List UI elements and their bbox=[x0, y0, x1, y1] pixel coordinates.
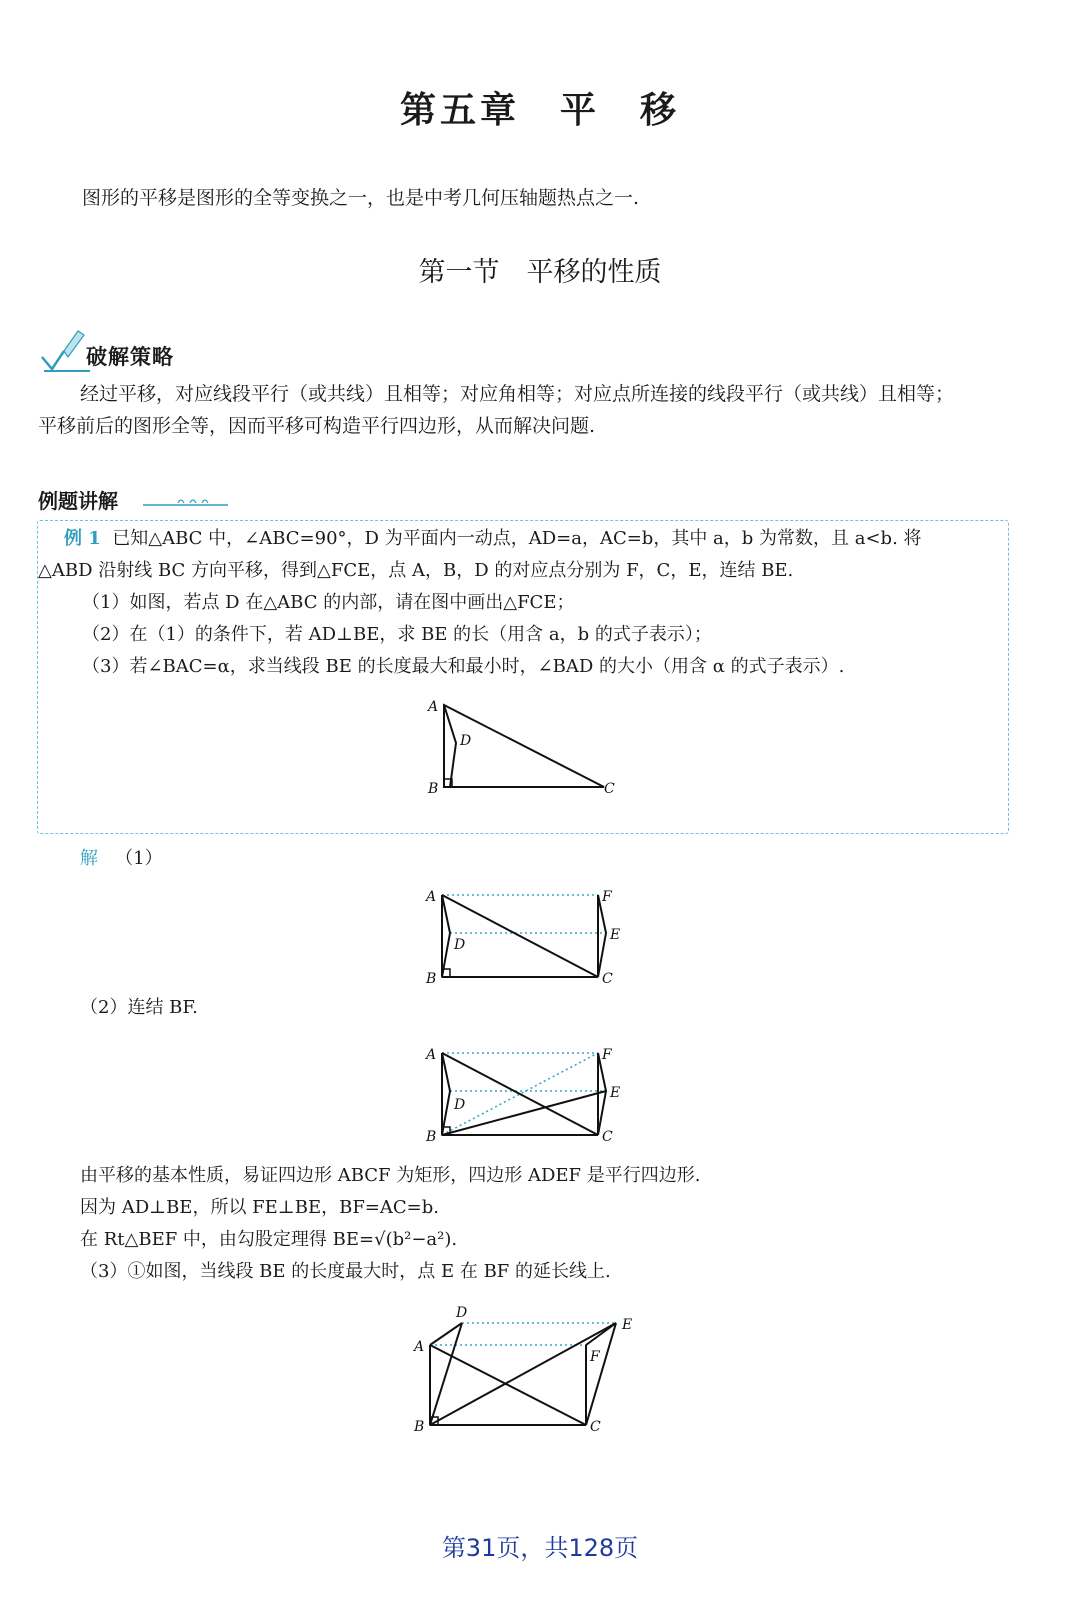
intro-text: 图形的平移是图形的全等变换之一，也是中考几何压轴题热点之一. bbox=[82, 187, 640, 209]
solution-step-2: 因为 AD⊥BE，所以 FE⊥BE，BF=AC=b. bbox=[80, 1197, 439, 1218]
label-d: D bbox=[456, 1305, 468, 1321]
heading-underline-icon bbox=[38, 485, 238, 515]
label-c: C bbox=[590, 1419, 601, 1435]
question-1: （1）如图，若点 D 在△ABC 的内部，请在图中画出△FCE； bbox=[82, 592, 575, 613]
strategy-heading-label: 破解策略 bbox=[86, 345, 174, 369]
strategy-line-2: 平移前后的图形全等，因而平移可构造平行四边形，从而解决问题. bbox=[38, 415, 596, 437]
label-a: A bbox=[414, 1339, 425, 1355]
label-e: E bbox=[610, 927, 621, 943]
solution-part-1: （1） bbox=[115, 848, 163, 869]
label-b: B bbox=[426, 971, 437, 987]
label-d: D bbox=[454, 1097, 466, 1113]
label-a: A bbox=[426, 889, 437, 905]
label-c: C bbox=[604, 781, 615, 797]
label-f: F bbox=[602, 889, 612, 905]
label-f: F bbox=[590, 1349, 600, 1365]
label-d: D bbox=[460, 733, 472, 749]
solution-line-1 bbox=[80, 843, 163, 875]
strategy-line-1: 经过平移，对应线段平行（或共线）且相等；对应角相等；对应点所连接的线段平行（或共线）且相等； bbox=[80, 383, 955, 405]
sqrt-formula: √(b²−a²) bbox=[374, 1229, 452, 1250]
solution-label: 解 bbox=[80, 848, 98, 869]
figure-triangle-abc bbox=[420, 695, 630, 800]
solution-step-3: 在 Rt△BEF 中，由勾股定理得 BE=√(b²−a²). bbox=[80, 1229, 458, 1250]
example-text bbox=[38, 523, 1008, 683]
strategy-heading bbox=[38, 327, 298, 377]
solution-step-4: （3）①如图，当线段 BE 的长度最大时，点 E 在 BF 的延长线上. bbox=[80, 1261, 611, 1282]
strategy-body bbox=[38, 378, 1038, 442]
solution-part-2: （2）连结 BF. bbox=[80, 997, 198, 1018]
chapter-title: 第五章 平 移 bbox=[399, 89, 680, 131]
label-b: B bbox=[426, 1129, 437, 1145]
question-2: （2）在（1）的条件下，若 AD⊥BE，求 BE 的长（用含 a，b 的式子表示）； bbox=[82, 624, 712, 645]
label-b: B bbox=[414, 1419, 425, 1435]
solution-step-1: 由平移的基本性质，易证四边形 ABCF 为矩形，四边形 ADEF 是平行四边形. bbox=[80, 1165, 701, 1186]
example-line-2: △ABD 沿射线 BC 方向平移，得到△FCE，点 A，B，D 的对应点分别为 F，C，E，连结 BE. bbox=[38, 560, 794, 581]
label-c: C bbox=[602, 971, 613, 987]
label-a: A bbox=[426, 1047, 437, 1063]
label-c: C bbox=[602, 1129, 613, 1145]
page-footer: 第31页，共128页 bbox=[441, 1534, 639, 1562]
label-d: D bbox=[454, 937, 466, 953]
figure-connect-bf bbox=[420, 1043, 635, 1148]
label-b: B bbox=[428, 781, 439, 797]
example-label: 例 1 bbox=[64, 528, 101, 549]
label-f: F bbox=[602, 1047, 612, 1063]
example-heading-label: 例题讲解 bbox=[38, 489, 118, 513]
question-3: （3）若∠BAC=α，求当线段 BE 的长度最大和最小时，∠BAD 的大小（用含 α 的式子表示）. bbox=[82, 656, 845, 677]
label-e: E bbox=[622, 1317, 633, 1333]
solution-body bbox=[80, 1160, 1040, 1288]
figure-max-case bbox=[410, 1303, 645, 1438]
label-a: A bbox=[428, 699, 439, 715]
example-line-1: 已知△ABC 中，∠ABC=90°，D 为平面内一动点，AD=a，AC=b，其中 a，b 为常数，且 a<b. 将 bbox=[112, 528, 922, 549]
label-e: E bbox=[610, 1085, 621, 1101]
figure-translation bbox=[420, 885, 635, 990]
example-heading bbox=[38, 485, 238, 515]
section-title: 第一节 平移的性质 bbox=[418, 257, 662, 288]
